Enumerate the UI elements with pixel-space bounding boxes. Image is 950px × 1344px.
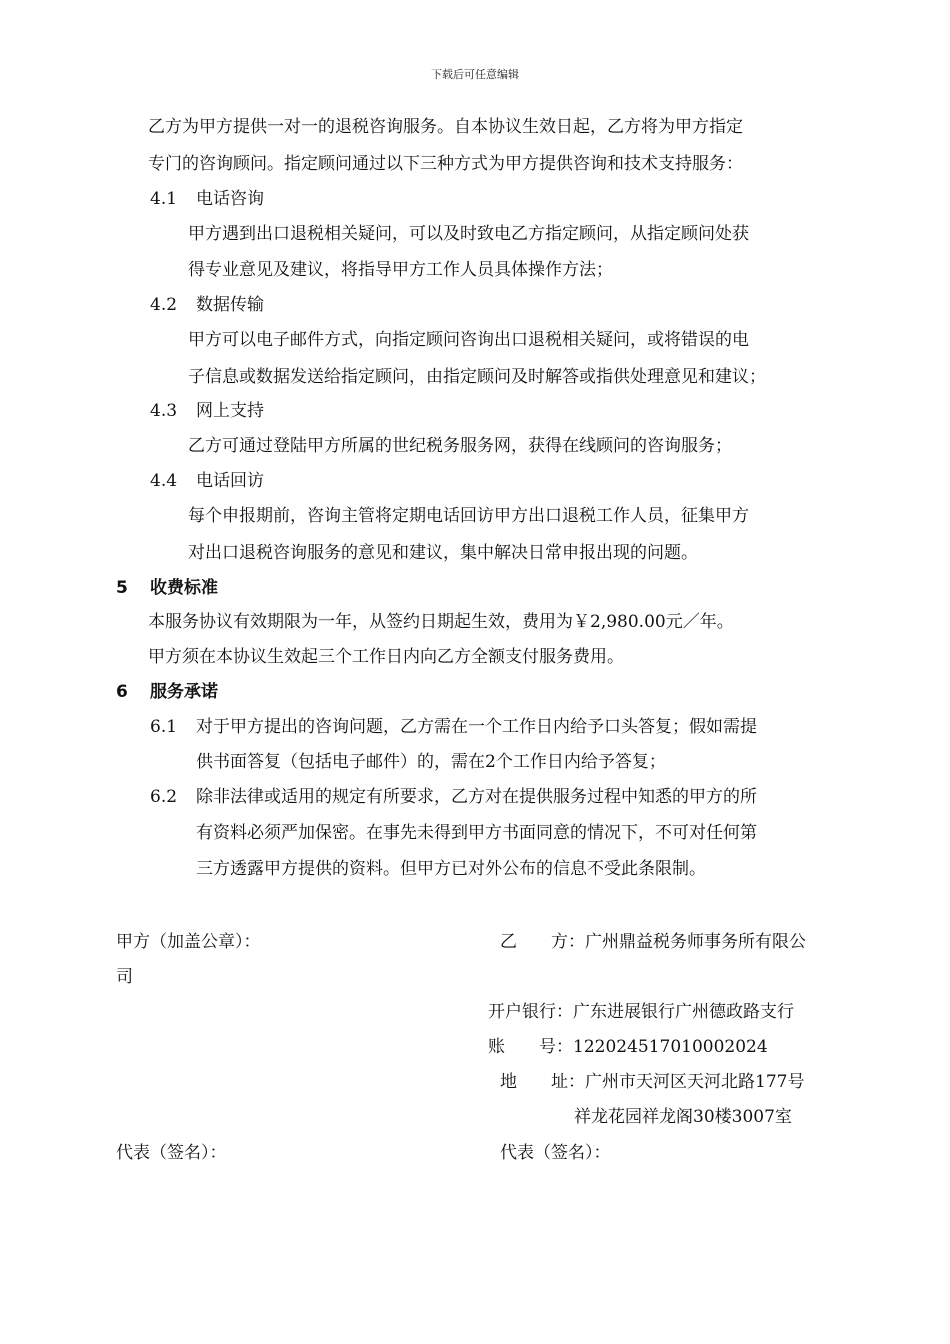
item-title: 电话回访 — [196, 471, 264, 491]
item-6-2-line-3: 三方透露甲方提供的资料。但甲方已对外公布的信息不受此条限制。 — [196, 859, 706, 879]
section-number: 5 — [116, 578, 128, 598]
party-b-label: 乙 方： — [500, 932, 585, 952]
party-a-seal-label: 甲方（加盖公章）： — [116, 932, 261, 952]
section-title: 服务承诺 — [150, 682, 218, 702]
item-4-1-line-1: 甲方遇到出口退税相关疑问，可以及时致电乙方指定顾问，从指定顾问处获 — [188, 224, 749, 244]
item-number: 6.1 — [150, 717, 178, 737]
section-6-heading — [116, 681, 218, 703]
item-4-2-line-2: 子信息或数据发送给指定顾问，由指定顾问及时解答或指供处理意见和建议； — [188, 367, 766, 387]
item-title: 数据传输 — [196, 295, 264, 315]
item-4-4-line-2: 对出口退税咨询服务的意见和建议，集中解决日常申报出现的问题。 — [188, 543, 698, 563]
address-line-2: 祥龙花园祥龙阁30楼3007室 — [574, 1107, 792, 1127]
address-line-1: 地 址：广州市天河区天河北路177号 — [500, 1072, 805, 1092]
item-number: 4.3 — [150, 401, 178, 421]
page-header: 下载后可任意编辑 — [431, 68, 519, 81]
party-b-representative: 代表（签名）： — [500, 1143, 611, 1163]
section-5-line-2: 甲方须在本协议生效起三个工作日内向乙方全额支付服务费用。 — [148, 647, 624, 667]
item-number: 4.2 — [150, 295, 178, 315]
item-6-2-line-2: 有资料必须严加保密。在事先未得到甲方书面同意的情况下，不可对任何第 — [196, 823, 757, 843]
item-4-1-line-2: 得专业意见及建议，将指导甲方工作人员具体操作方法； — [188, 260, 613, 280]
section-5-line-1: 本服务协议有效期限为一年，从签约日期起生效，费用为￥2,980.00元／年。 — [148, 612, 734, 632]
party-b-name-line-1 — [500, 931, 806, 953]
item-4-4-heading — [150, 470, 264, 492]
item-number: 6.2 — [150, 787, 178, 807]
intro-line-1: 乙方为甲方提供一对一的退税咨询服务。自本协议生效日起，乙方将为甲方指定 — [148, 117, 743, 137]
item-6-1-line-2: 供书面答复（包括电子邮件）的，需在2个工作日内给予答复； — [196, 752, 666, 772]
item-4-3-heading — [150, 400, 264, 422]
bank-info: 开户银行：广东进展银行广州德政路支行 — [488, 1002, 794, 1022]
item-text: 对于甲方提出的咨询问题，乙方需在一个工作日内给予口头答复；假如需提 — [196, 717, 757, 737]
item-4-3-line-1: 乙方可通过登陆甲方所属的世纪税务服务网，获得在线顾问的咨询服务； — [188, 436, 732, 456]
item-title: 网上支持 — [196, 401, 264, 421]
item-4-2-heading — [150, 294, 264, 316]
item-4-2-line-1: 甲方可以电子邮件方式，向指定顾问咨询出口退税相关疑问，或将错误的电 — [188, 330, 749, 350]
section-5-heading — [116, 577, 218, 599]
account-info: 账 号：122024517010002024 — [488, 1037, 768, 1057]
item-number: 4.1 — [150, 189, 178, 209]
section-title: 收费标准 — [150, 578, 218, 598]
item-4-1-heading — [150, 188, 264, 210]
item-title: 电话咨询 — [196, 189, 264, 209]
item-number: 4.4 — [150, 471, 178, 491]
section-number: 6 — [116, 682, 128, 702]
intro-line-2: 专门的咨询顾问。指定顾问通过以下三种方式为甲方提供咨询和技术支持服务： — [148, 154, 743, 174]
item-4-4-line-1: 每个申报期前，咨询主管将定期电话回访甲方出口退税工作人员，征集甲方 — [188, 506, 749, 526]
item-text: 除非法律或适用的规定有所要求，乙方对在提供服务过程中知悉的甲方的所 — [196, 787, 757, 807]
party-a-representative: 代表（签名）： — [116, 1143, 227, 1163]
item-6-1-line-1 — [150, 716, 757, 738]
item-6-2-line-1 — [150, 786, 757, 808]
party-b-name: 广州鼎益税务师事务所有限公 — [585, 932, 806, 952]
party-b-name-line-2: 司 — [116, 967, 133, 987]
